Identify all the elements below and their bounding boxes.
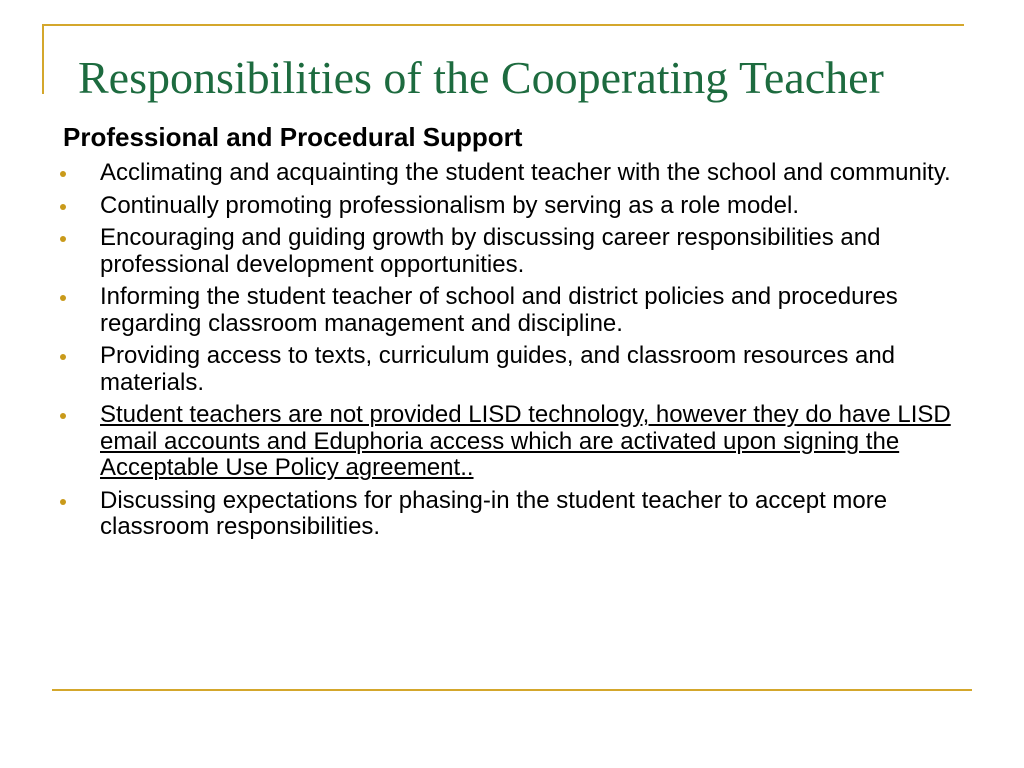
bullet-item — [0, 343, 1024, 396]
bullet-text-underlined: Student teachers are not provided LISD technology, however they do have LISD email accounts and Eduphoria access which are activated upon signing the Acceptable Use Policy agreement.. — [100, 401, 951, 481]
bullet-text: Discussing expectations for phasing-in the student teacher to accept more classroom responsibilities. — [100, 486, 888, 540]
bullet-dot-icon — [60, 499, 66, 505]
top-rule — [42, 24, 964, 26]
bullet-text: Providing access to texts, curriculum guides, and classroom resources and materials. — [100, 342, 896, 396]
bullet-item — [0, 160, 1024, 187]
bullet-item — [0, 402, 1024, 482]
bullet-item — [0, 284, 1024, 337]
bullet-text: Acclimating and acquainting the student teacher with the school and community. — [100, 159, 951, 186]
bullet-dot-icon — [60, 204, 66, 210]
bottom-rule — [52, 689, 972, 691]
bullet-dot-icon — [60, 354, 66, 360]
bullet-dot-icon — [60, 236, 66, 242]
bullet-item — [0, 193, 1024, 220]
bullet-list — [0, 160, 1024, 547]
bullet-text: Continually promoting professionalism by serving as a role model. — [100, 191, 799, 219]
slide-title: Responsibilities of the Cooperating Teacher — [78, 52, 884, 103]
slide-subtitle: Professional and Procedural Support — [63, 122, 523, 152]
bullet-dot-icon — [60, 171, 66, 177]
bullet-dot-icon — [60, 295, 66, 301]
bullet-item — [0, 225, 1024, 278]
bullet-item — [0, 488, 1024, 541]
bullet-text: Encouraging and guiding growth by discussing career responsibilities and professional development opportunities. — [100, 224, 881, 278]
left-rule — [42, 24, 44, 94]
bullet-text: Informing the student teacher of school and district policies and procedures regarding classroom management and discipline. — [100, 283, 898, 337]
bullet-dot-icon — [60, 413, 66, 419]
